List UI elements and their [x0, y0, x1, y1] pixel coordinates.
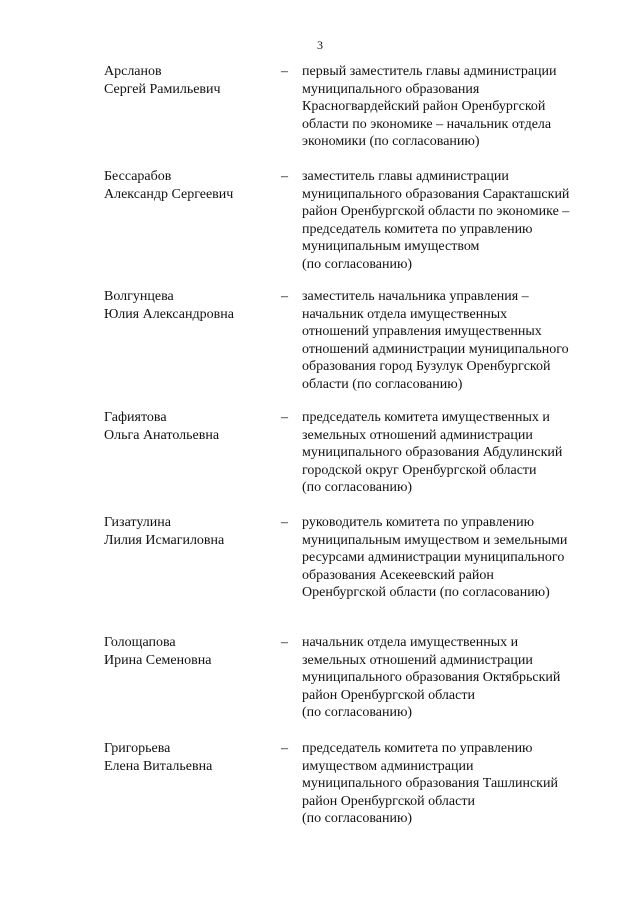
member-name [104, 409, 274, 444]
position-line: отношений администрации муниципального [302, 341, 569, 357]
position-line: ресурсами администрации муниципального [302, 550, 565, 565]
position-line: муниципальным имуществом и земельными [302, 532, 568, 548]
member-given-names: Елена Витальевна [104, 758, 213, 774]
member-surname: Голощапова [104, 635, 176, 650]
member-given-names: Юлия Александровна [104, 306, 234, 322]
member-name [104, 168, 274, 203]
member-surname: Григорьева [104, 741, 171, 756]
position-line: Красногвардейский район Оренбургской [302, 99, 546, 114]
position-line: образования Асекеевский район [302, 567, 494, 583]
page-number: 3 [317, 38, 323, 52]
member-given-names: Сергей Рамильевич [104, 81, 221, 97]
member-name [104, 63, 274, 98]
member-given-names: Александр Сергеевич [104, 186, 234, 202]
member-surname: Бессарабов [104, 169, 172, 184]
member-name [104, 288, 274, 323]
position-line: области (по согласованию) [302, 376, 463, 392]
member-position [302, 168, 602, 273]
position-line: муниципального образования Саракташский [302, 186, 570, 202]
position-line: отношений управления имущественных [302, 324, 542, 339]
position-line: (по согласованию) [302, 811, 413, 826]
dash-separator: – [281, 741, 288, 756]
dash-separator: – [281, 289, 288, 304]
position-line: начальник отдела имущественных [302, 306, 508, 322]
position-line: первый заместитель главы администрации [302, 64, 557, 79]
position-line: район Оренбургской области [302, 793, 475, 809]
member-position [302, 740, 602, 828]
position-line: заместитель главы администрации [302, 169, 509, 184]
dash-separator: – [281, 169, 288, 184]
member-name [104, 514, 274, 549]
position-line: земельных отношений администрации [302, 427, 533, 443]
position-line: области по экономике – начальник отдела [302, 116, 552, 132]
member-name [104, 740, 274, 775]
position-line: имуществом администрации [302, 758, 474, 774]
position-line: земельных отношений администрации [302, 652, 533, 668]
position-line: председатель комитета имущественных и [302, 410, 550, 425]
position-line: заместитель начальника управления – [302, 289, 529, 304]
position-line: руководитель комитета по управлению [302, 515, 535, 530]
position-line: образования город Бузулук Оренбургской [302, 359, 551, 374]
dash-separator: – [281, 515, 288, 530]
position-line: председатель комитета по управлению [302, 741, 533, 756]
position-line: муниципальным имуществом [302, 239, 480, 254]
position-line: район Оренбургской области по экономике – [302, 204, 570, 219]
member-position [302, 409, 602, 497]
member-position [302, 634, 602, 722]
dash-separator: – [281, 410, 288, 425]
member-position [302, 288, 602, 393]
member-given-names: Лилия Исмагиловна [104, 532, 225, 548]
position-line: начальник отдела имущественных и [302, 635, 519, 650]
dash-separator: – [281, 635, 288, 650]
position-line: городской округ Оренбургской области [302, 462, 537, 478]
member-position [302, 514, 602, 602]
member-surname: Гизатулина [104, 515, 171, 530]
member-surname: Арсланов [104, 64, 162, 79]
position-line: экономики (по согласованию) [302, 134, 480, 149]
member-given-names: Ольга Анатольевна [104, 427, 220, 443]
member-given-names: Ирина Семеновна [104, 652, 212, 668]
member-surname: Волгунцева [104, 289, 174, 304]
position-line: Оренбургской области (по согласованию) [302, 585, 550, 600]
member-surname: Гафиятова [104, 410, 167, 425]
position-line: (по согласованию) [302, 705, 413, 720]
member-name [104, 634, 274, 669]
position-line: (по согласованию) [302, 480, 413, 495]
member-position [302, 63, 602, 151]
position-line: район Оренбургской области [302, 687, 475, 703]
position-line: муниципального образования Ташлинский [302, 776, 558, 791]
position-line: председатель комитета по управлению [302, 221, 533, 237]
position-line: (по согласованию) [302, 256, 413, 272]
position-line: муниципального образования Абдулинский [302, 445, 563, 460]
position-line: муниципального образования [302, 81, 480, 97]
dash-separator: – [281, 64, 288, 79]
position-line: муниципального образования Октябрьский [302, 670, 561, 685]
